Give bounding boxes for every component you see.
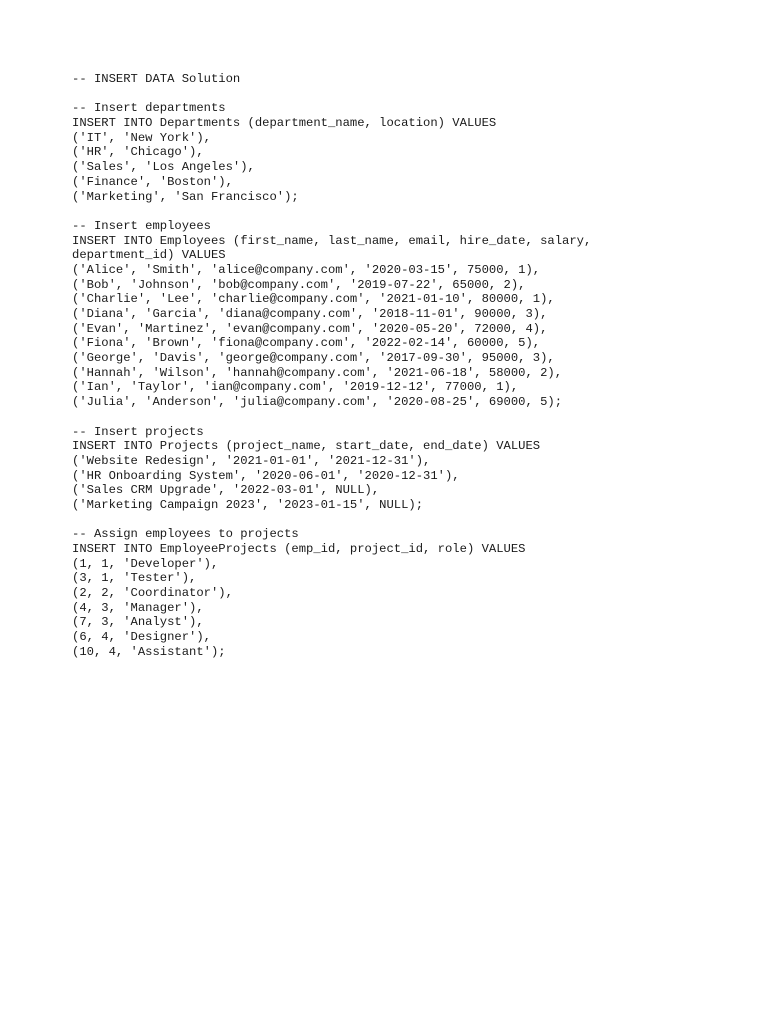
- comment-line: -- Assign employees to projects: [72, 527, 299, 542]
- values-row-line: ('Finance', 'Boston'),: [72, 174, 233, 189]
- values-row-line: (1, 1, 'Developer'),: [72, 556, 219, 571]
- values-row-line: ('Marketing', 'San Francisco');: [72, 189, 299, 204]
- values-row-line: ('Hannah', 'Wilson', 'hannah@company.com', '2021-06-18', 58000, 2),: [72, 365, 563, 380]
- values-row-line: (3, 1, 'Tester'),: [72, 571, 197, 586]
- insert-statement-line: INSERT INTO EmployeeProjects (emp_id, project_id, role) VALUES: [72, 542, 526, 556]
- blank-line: [72, 87, 692, 102]
- values-row-line: ('Fiona', 'Brown', 'fiona@company.com', '2022-02-14', 60000, 5),: [72, 336, 541, 351]
- values-row-line: ('IT', 'New York'),: [72, 130, 211, 145]
- values-row-line: (6, 4, 'Designer'),: [72, 630, 211, 645]
- values-row-line: ('HR', 'Chicago'),: [72, 145, 204, 160]
- values-row-line: ('Ian', 'Taylor', 'ian@company.com', '2019-12-12', 77000, 1),: [72, 380, 519, 395]
- values-row-line: (7, 3, 'Analyst'),: [72, 615, 204, 630]
- values-row-line: ('Charlie', 'Lee', 'charlie@company.com', '2021-01-10', 80000, 1),: [72, 292, 555, 307]
- comment-line: -- INSERT DATA Solution: [72, 72, 241, 86]
- insert-statement-line: INSERT INTO Employees (first_name, last_name, email, hire_date, salary,: [72, 233, 592, 248]
- values-row-line: (10, 4, 'Assistant');: [72, 644, 226, 659]
- values-row-line: ('Marketing Campaign 2023', '2023-01-15', NULL);: [72, 497, 424, 512]
- values-row-line: (2, 2, 'Coordinator'),: [72, 586, 233, 601]
- comment-line: -- Insert departments: [72, 101, 226, 116]
- blank-line: [72, 204, 692, 219]
- values-row-line: ('Bob', 'Johnson', 'bob@company.com', '2019-07-22', 65000, 2),: [72, 277, 526, 292]
- values-row-line: ('Sales', 'Los Angeles'),: [72, 160, 255, 175]
- values-row-line: ('Sales CRM Upgrade', '2022-03-01', NULL),: [72, 483, 380, 498]
- values-row-line: ('Alice', 'Smith', 'alice@company.com', '2020-03-15', 75000, 1),: [72, 262, 541, 277]
- insert-statement-line: INSERT INTO Projects (project_name, start_date, end_date) VALUES: [72, 439, 541, 454]
- values-row-line: ('Evan', 'Martinez', 'evan@company.com', '2020-05-20', 72000, 4),: [72, 321, 548, 336]
- values-row-line: ('Diana', 'Garcia', 'diana@company.com', '2018-11-01', 90000, 3),: [72, 307, 548, 321]
- insert-statement-line: INSERT INTO Departments (department_name, location) VALUES: [72, 116, 497, 131]
- sql-code-block: [72, 72, 692, 660]
- comment-line: -- Insert projects: [72, 424, 204, 439]
- values-row-line: (4, 3, 'Manager'),: [72, 600, 204, 615]
- values-row-line: ('George', 'Davis', 'george@company.com', '2017-09-30', 95000, 3),: [72, 351, 555, 366]
- continuation-line: department_id) VALUES: [72, 248, 226, 263]
- blank-line: [72, 513, 692, 528]
- comment-line: -- Insert employees: [72, 218, 211, 233]
- values-row-line: ('Website Redesign', '2021-01-01', '2021-12-31'),: [72, 453, 431, 468]
- values-row-line: ('Julia', 'Anderson', 'julia@company.com', '2020-08-25', 69000, 5);: [72, 395, 563, 410]
- document-page: [72, 72, 692, 660]
- values-row-line: ('HR Onboarding System', '2020-06-01', '2020-12-31'),: [72, 468, 460, 483]
- blank-line: [72, 410, 692, 425]
